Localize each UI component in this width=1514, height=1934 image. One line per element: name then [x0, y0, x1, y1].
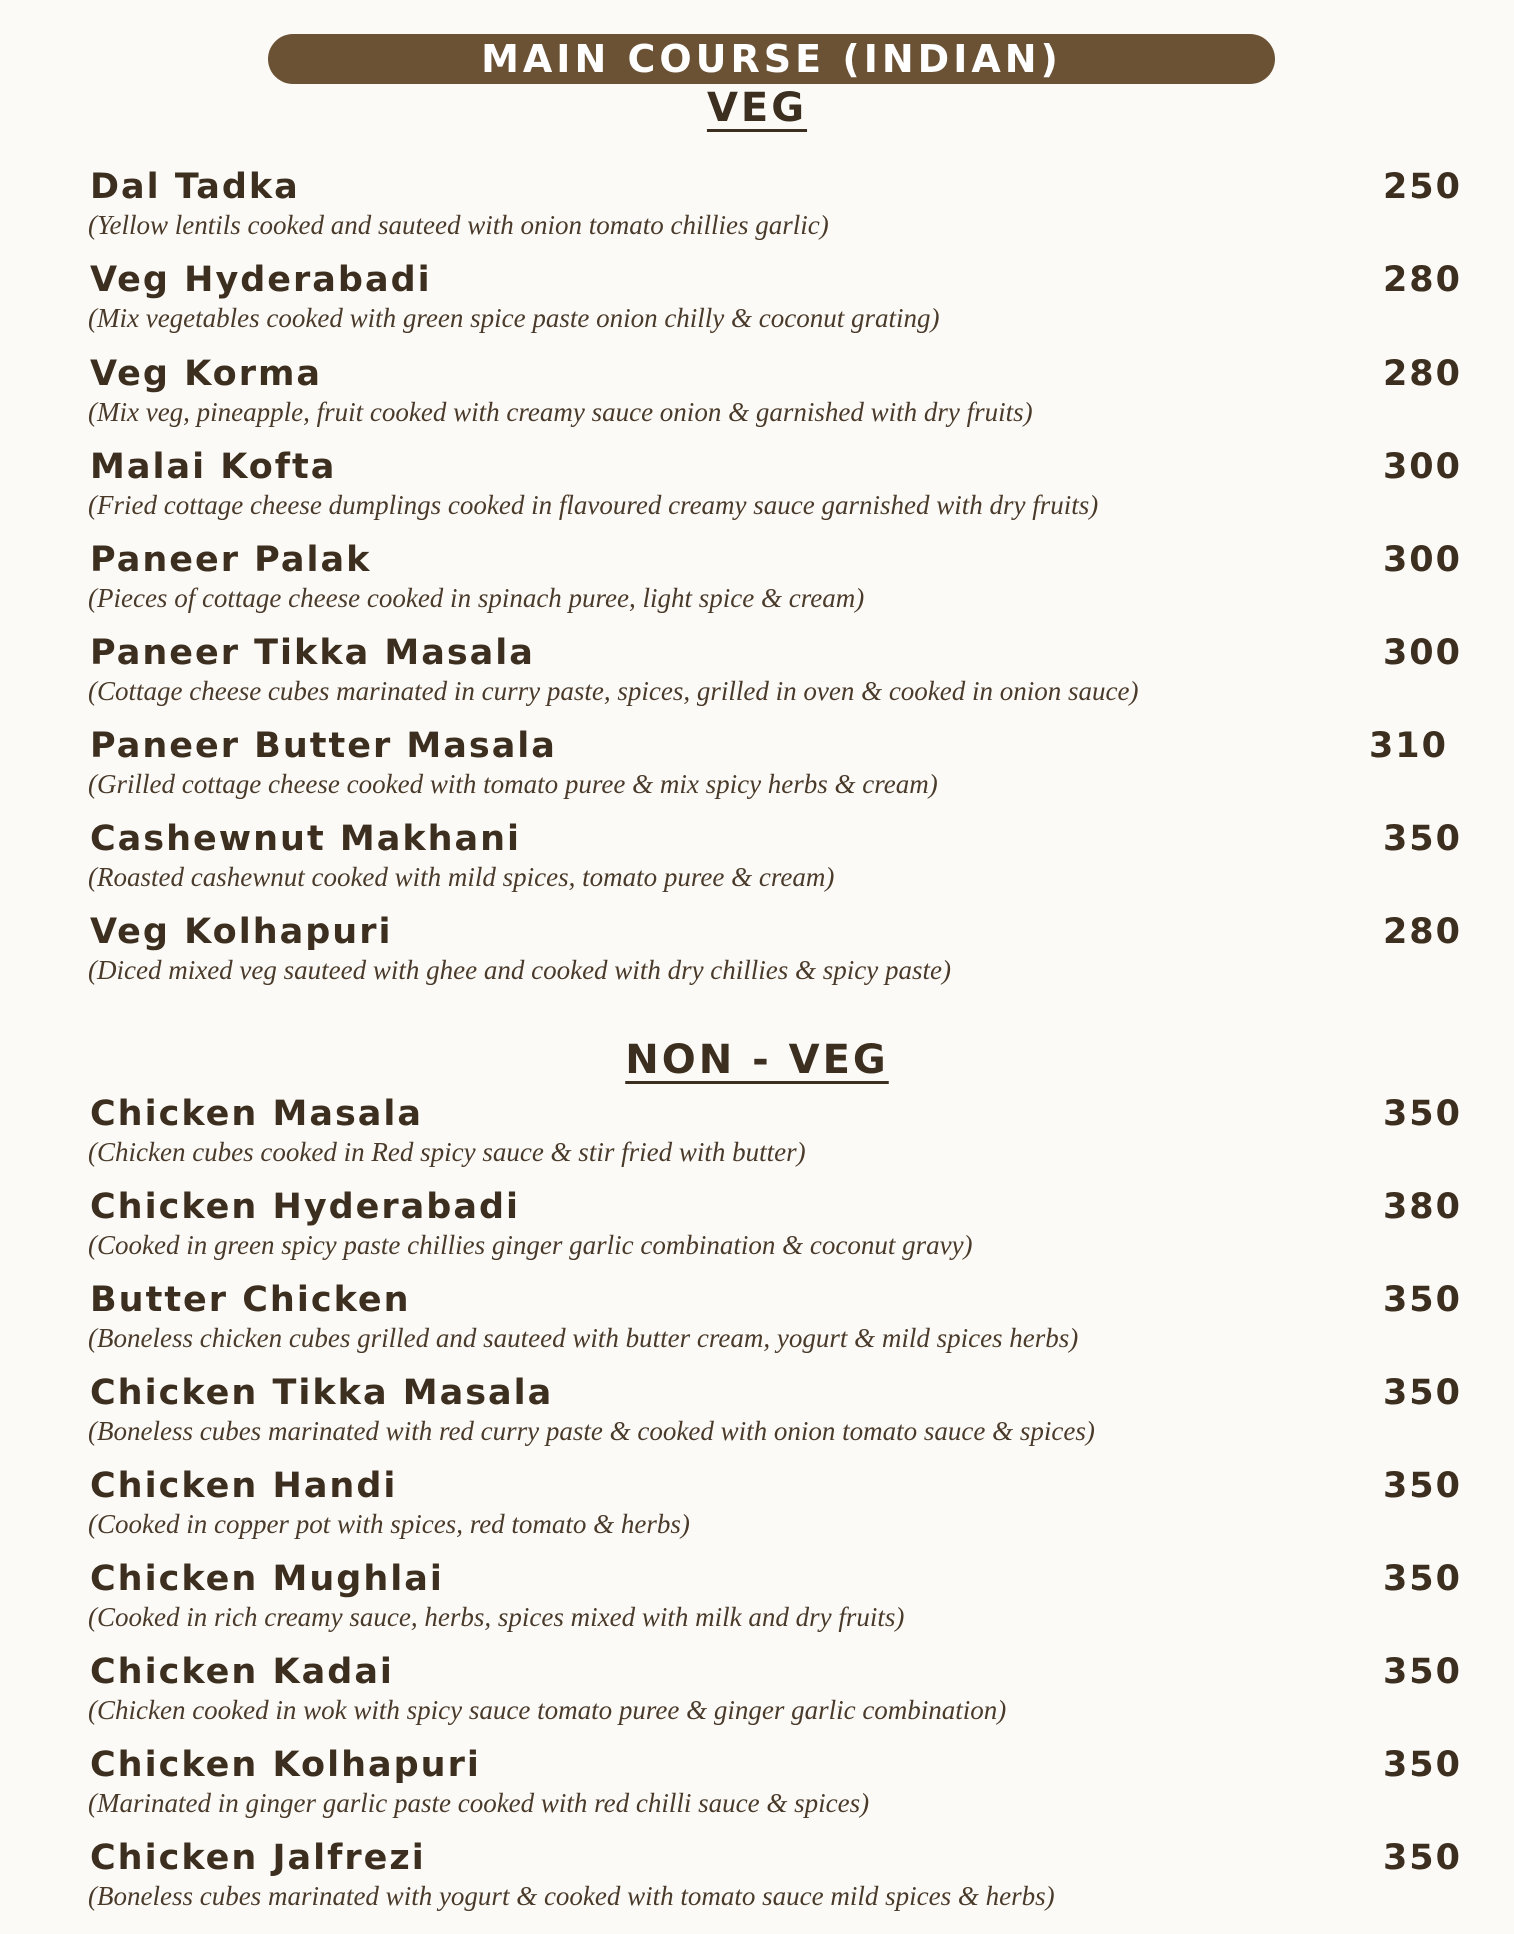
- menu-item-veg-korma: [88, 354, 1462, 437]
- item-price: 350: [1382, 1745, 1462, 1785]
- item-price: 250: [1382, 167, 1462, 207]
- item-name: Paneer Tikka Masala: [90, 633, 535, 673]
- item-name: Butter Chicken: [90, 1280, 411, 1320]
- menu-item-chicken-hyderabadi: [88, 1187, 1462, 1270]
- item-name: Chicken Tikka Masala: [90, 1373, 554, 1413]
- item-price: 300: [1382, 540, 1462, 580]
- menu-item-chicken-kolhapuri: [88, 1745, 1462, 1828]
- item-price: 350: [1382, 1559, 1462, 1599]
- item-price: 300: [1382, 633, 1462, 673]
- item-description: (Chicken cubes cooked in Red spicy sauce & stir fried with butter): [88, 1137, 806, 1167]
- item-name: Veg Hyderabadi: [90, 260, 432, 300]
- item-price: 380: [1382, 1187, 1462, 1227]
- item-name: Chicken Kadai: [90, 1652, 394, 1692]
- item-price: 280: [1382, 260, 1462, 300]
- nonveg-section-label: NON - VEG: [625, 1037, 889, 1083]
- item-description: (Marinated in ginger garlic paste cooked with red chilli sauce & spices): [88, 1788, 870, 1818]
- item-price: 280: [1382, 354, 1462, 394]
- item-price: 350: [1382, 1838, 1462, 1878]
- item-description: (Cooked in rich creamy sauce, herbs, spices mixed with milk and dry fruits): [88, 1602, 905, 1632]
- item-description: (Grilled cottage cheese cooked with tomato puree & mix spicy herbs & cream): [88, 769, 938, 799]
- nonveg-section-title: [0, 1037, 1514, 1083]
- menu-item-paneer-butter-masala: [88, 726, 1462, 809]
- item-description: (Boneless cubes marinated with yogurt & cooked with tomato sauce mild spices & herbs): [88, 1881, 1055, 1911]
- item-name: Chicken Jalfrezi: [90, 1838, 426, 1878]
- item-description: (Diced mixed veg sauteed with ghee and cooked with dry chillies & spicy paste): [88, 955, 951, 985]
- item-name: Chicken Hyderabadi: [90, 1187, 521, 1227]
- item-name: Chicken Masala: [90, 1094, 424, 1134]
- item-name: Paneer Palak: [90, 540, 372, 580]
- menu-item-chicken-jalfrezi: [88, 1838, 1462, 1921]
- menu-item-chicken-masala: [88, 1094, 1462, 1177]
- menu-item-veg-kolhapuri: [88, 912, 1462, 995]
- item-name: Chicken Kolhapuri: [90, 1745, 481, 1785]
- menu-item-chicken-mughlai: [88, 1559, 1462, 1642]
- menu-item-paneer-tikka-masala: [88, 633, 1462, 716]
- item-price: 350: [1382, 1466, 1462, 1506]
- item-description: (Yellow lentils cooked and sauteed with onion tomato chillies garlic): [88, 210, 829, 240]
- menu-item-paneer-palak: [88, 540, 1462, 623]
- item-description: (Boneless cubes marinated with red curry paste & cooked with onion tomato sauce & spices): [88, 1416, 1095, 1446]
- item-description: (Boneless chicken cubes grilled and sauteed with butter cream, yogurt & mild spices herbs): [88, 1323, 1079, 1353]
- menu-item-chicken-kadai: [88, 1652, 1462, 1735]
- item-price: 350: [1382, 1280, 1462, 1320]
- item-description: (Fried cottage cheese dumplings cooked in flavoured creamy sauce garnished with dry fruits): [88, 490, 1099, 520]
- menu-item-chicken-handi: [88, 1466, 1462, 1549]
- item-price: 350: [1382, 1094, 1462, 1134]
- item-name: Chicken Mughlai: [90, 1559, 444, 1599]
- menu-item-cashewnut-makhani: [88, 819, 1462, 902]
- menu-item-veg-hyderabadi: [88, 260, 1462, 343]
- item-name: Chicken Handi: [90, 1466, 398, 1506]
- item-price: 350: [1382, 1373, 1462, 1413]
- menu-item-chicken-tikka-masala: [88, 1373, 1462, 1456]
- item-name: Malai Kofta: [90, 447, 337, 487]
- item-price: 310: [1368, 726, 1448, 766]
- menu-header-banner: [268, 34, 1275, 84]
- menu-item-dal-tadka: [88, 167, 1462, 250]
- item-description: (Chicken cooked in wok with spicy sauce tomato puree & ginger garlic combination): [88, 1695, 1007, 1725]
- item-description: (Cottage cheese cubes marinated in curry paste, spices, grilled in oven & cooked in onion sauce): [88, 676, 1139, 706]
- item-name: Dal Tadka: [90, 167, 300, 207]
- item-price: 350: [1382, 819, 1462, 859]
- menu-item-butter-chicken: [88, 1280, 1462, 1363]
- item-price: 280: [1382, 912, 1462, 952]
- item-description: (Cooked in copper pot with spices, red tomato & herbs): [88, 1509, 690, 1539]
- item-description: (Cooked in green spicy paste chillies ginger garlic combination & coconut gravy): [88, 1230, 973, 1260]
- item-description: (Pieces of cottage cheese cooked in spinach puree, light spice & cream): [88, 583, 865, 613]
- item-name: Paneer Butter Masala: [90, 726, 557, 766]
- item-name: Cashewnut Makhani: [90, 819, 522, 859]
- item-description: (Mix vegetables cooked with green spice paste onion chilly & coconut grating): [88, 303, 940, 333]
- item-description: (Roasted cashewnut cooked with mild spices, tomato puree & cream): [88, 862, 835, 892]
- item-price: 300: [1382, 447, 1462, 487]
- veg-section-title: [0, 85, 1514, 131]
- menu-title: MAIN COURSE (INDIAN): [481, 37, 1062, 81]
- item-name: Veg Kolhapuri: [90, 912, 393, 952]
- item-description: (Mix veg, pineapple, fruit cooked with creamy sauce onion & garnished with dry fruits): [88, 397, 1033, 427]
- item-price: 350: [1382, 1652, 1462, 1692]
- menu-item-malai-kofta: [88, 447, 1462, 530]
- veg-section-label: VEG: [706, 85, 808, 131]
- item-name: Veg Korma: [90, 354, 323, 394]
